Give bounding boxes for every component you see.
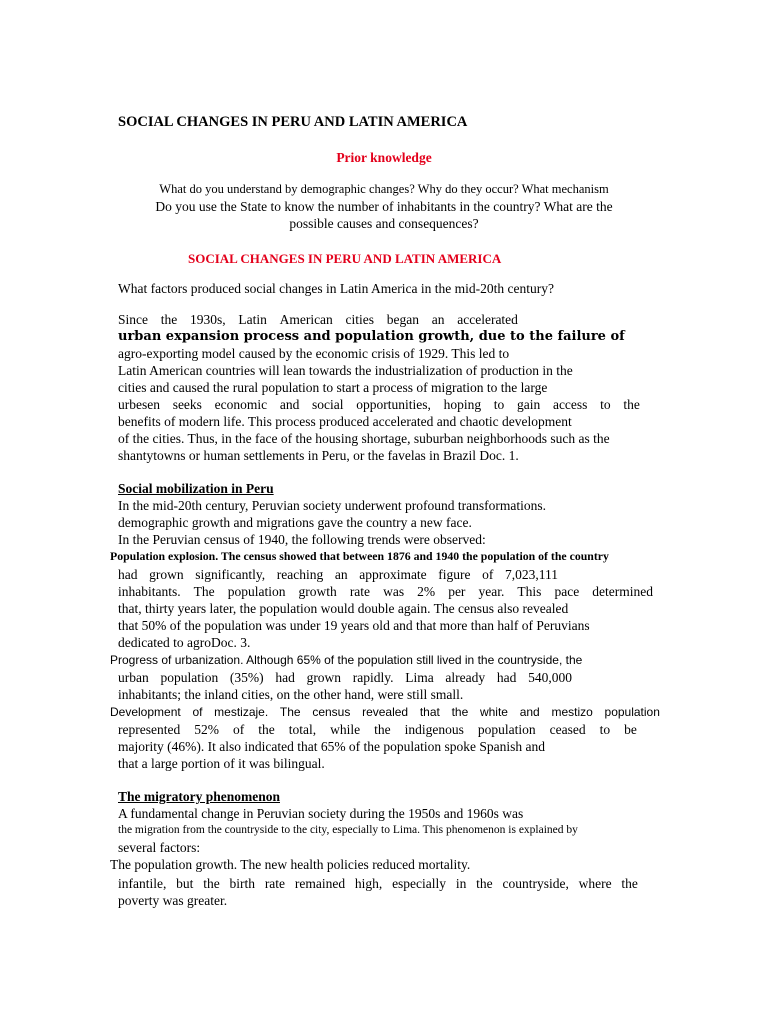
migratory-heading: The migratory phenomenon bbox=[118, 789, 280, 804]
intro-line: of the cities. Thus, in the face of the housing shortage, suburban neighborhoods such as the bbox=[118, 431, 610, 446]
intro-line: Since the 1930s, Latin American cities began an accelerated bbox=[118, 312, 518, 327]
bullet-line: that, thirty years later, the population would double again. The census also revealed bbox=[118, 601, 569, 616]
migratory-line: A fundamental change in Peruvian society during the 1950s and 1960s was bbox=[118, 806, 524, 821]
migratory-line: several factors: bbox=[118, 840, 201, 855]
bullet-line: had grown significantly, reaching an approximate figure of 7,023,111 bbox=[118, 567, 558, 582]
intro-line: benefits of modern life. This process produced accelerated and chaotic development bbox=[118, 414, 572, 429]
bullet-line: Progress of urbanization. Although 65% of the population still lived in the countryside, the bbox=[110, 653, 583, 667]
prior-question-line: Do you use the State to know the number of inhabitants in the country? What are the bbox=[155, 199, 613, 214]
bullet-line: urban population (35%) had grown rapidly. Lima already had 540,000 bbox=[118, 670, 572, 685]
intro-line-bold: urban expansion process and population growth, due to the failure of bbox=[118, 329, 625, 344]
prior-knowledge-heading: Prior knowledge bbox=[336, 150, 432, 165]
migratory-line: the migration from the countryside to the city, especially to Lima. This phenomenon is explained by bbox=[118, 824, 578, 836]
mobilization-line: demographic growth and migrations gave the country a new face. bbox=[118, 515, 472, 530]
intro-line: urbesen seeks economic and social opportunities, hoping to gain access to the bbox=[118, 397, 640, 412]
bullet-line: inhabitants; the inland cities, on the other hand, were still small. bbox=[118, 687, 464, 702]
mobilization-line: In the mid-20th century, Peruvian society underwent profound transformations. bbox=[118, 498, 547, 513]
bullet-line: infantile, but the birth rate remained high, especially in the countryside, where the bbox=[118, 876, 638, 891]
bullet-line: Development of mestizaje. The census revealed that the white and mestizo population bbox=[110, 705, 660, 719]
bullet-line: Population explosion. The census showed that between 1876 and 1940 the population of the country bbox=[110, 549, 609, 563]
prior-question-line: possible causes and consequences? bbox=[289, 216, 479, 231]
intro-line: shantytowns or human settlements in Peru, or the favelas in Brazil Doc. 1. bbox=[118, 448, 519, 463]
document-title: SOCIAL CHANGES IN PERU AND LATIN AMERICA bbox=[118, 114, 468, 130]
bullet-line: represented 52% of the total, while the indigenous population ceased to be bbox=[118, 722, 637, 737]
bullet-line: that 50% of the population was under 19 years old and that more than half of Peruvians bbox=[118, 618, 590, 633]
guiding-question: What factors produced social changes in Latin America in the mid-20th century? bbox=[118, 281, 554, 296]
intro-line: agro-exporting model caused by the economic crisis of 1929. This led to bbox=[118, 346, 510, 361]
mobilization-line: In the Peruvian census of 1940, the following trends were observed: bbox=[118, 532, 486, 547]
section-title: SOCIAL CHANGES IN PERU AND LATIN AMERICA bbox=[188, 251, 502, 266]
prior-question-line: What do you understand by demographic changes? Why do they occur? What mechanism bbox=[159, 182, 609, 196]
intro-line: cities and caused the rural population to start a process of migration to the large bbox=[118, 380, 548, 395]
bullet-line: inhabitants. The population growth rate was 2% per year. This pace determined bbox=[118, 584, 653, 599]
bullet-line: majority (46%). It also indicated that 65% of the population spoke Spanish and bbox=[118, 739, 546, 754]
bullet-line: dedicated to agroDoc. 3. bbox=[118, 635, 251, 650]
bullet-line: poverty was greater. bbox=[118, 893, 228, 908]
bullet-line: that a large portion of it was bilingual. bbox=[118, 756, 325, 771]
bullet-line: The population growth. The new health policies reduced mortality. bbox=[110, 857, 471, 872]
mobilization-heading: Social mobilization in Peru bbox=[118, 481, 274, 496]
intro-line: Latin American countries will lean towards the industrialization of production in the bbox=[118, 363, 573, 378]
